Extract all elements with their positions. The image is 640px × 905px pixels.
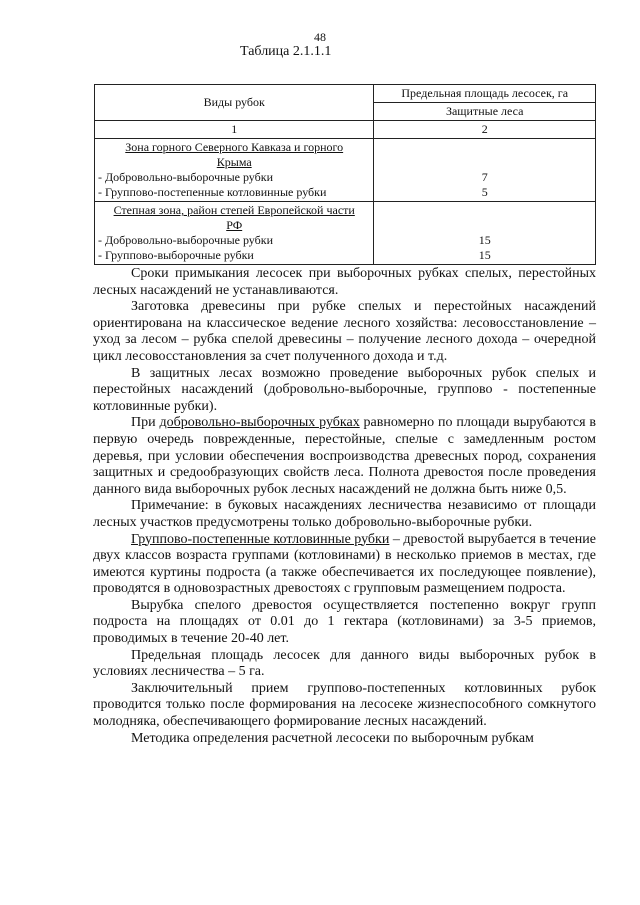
zone-title-line: Степная зона, район степей Европейской части xyxy=(113,203,355,217)
paragraph-text: – древостой вырубается в течение двух классов возраста группами (котловинами) в несколько приемов в местах, где имеются куртины подроста (а также обеспечивается их последующее появление), проводятся в одновозрастных древостоях с групповым размещением подроста. xyxy=(93,531,596,597)
table-row xyxy=(95,139,596,202)
paragraph xyxy=(93,415,596,498)
value-cell xyxy=(374,202,596,265)
page-number: 48 xyxy=(314,30,326,44)
cutting-type-label: - Добровольно-выборочные рубки xyxy=(98,233,274,247)
cutting-type-label: - Группово-постепенные котловинные рубки xyxy=(98,185,327,199)
paragraph: В защитных лесах возможно проведение выборочных рубок спелых и перестойных насаждений (добровольно-выборочные, группово - постепенные котловинные рубки). xyxy=(93,365,596,414)
zone-title-line: Зона горного Северного Кавказа и горного xyxy=(125,140,344,154)
zone-title xyxy=(98,140,370,170)
cutting-area-table xyxy=(94,84,596,265)
paragraph: Примечание: в буковых насаждениях лесничества независимо от площади лесных участков предусмотрены только добровольно-выборочные рубки. xyxy=(93,498,596,530)
value-cell xyxy=(374,139,596,202)
table-row xyxy=(95,202,596,265)
header-cutting-types: Виды рубок xyxy=(95,85,374,121)
zone-cell xyxy=(95,139,374,202)
term-selective-cutting: добровольно-выборочных рубках xyxy=(159,415,360,431)
area-value: 15 xyxy=(478,233,491,247)
numbering-col2: 2 xyxy=(374,121,596,139)
table-numbering-row xyxy=(95,121,596,139)
zone-title-line: РФ xyxy=(226,218,243,232)
term-group-cutting: Группово-постепенные котловинные рубки xyxy=(131,531,390,547)
area-value: 5 xyxy=(481,185,488,199)
cutting-type-label: - Группово-выборочные рубки xyxy=(98,248,254,262)
paragraph-text: равномерно по площади вырубаются в первую очередь поврежденные, перестойные, спелые с замедленным ростом деревья, при условии обеспечения воспроизводства древесных пород, сохранения защитных и средообразующих свойств леса. Полнота древостоя после проведения данного вида выборочных рубок лесных насаждений не должна быть ниже 0,5. xyxy=(93,415,596,497)
paragraph-text: При xyxy=(131,415,160,431)
zone-title xyxy=(98,203,370,233)
table-header-row xyxy=(95,85,596,103)
paragraph: Сроки примыкания лесосек при выборочных рубках спелых, перестойных лесных насаждений не устанавливаются. xyxy=(93,266,596,298)
numbering-col1: 1 xyxy=(95,121,374,139)
cutting-type-label: - Добровольно-выборочные рубки xyxy=(98,170,274,184)
table-caption: Таблица 2.1.1.1 xyxy=(240,44,332,59)
paragraph: Предельная площадь лесосек для данного виды выборочных рубок в условиях лесничества – 5 га. xyxy=(93,647,596,680)
zone-cell xyxy=(95,202,374,265)
body-text xyxy=(93,266,596,747)
area-value: 7 xyxy=(481,170,488,184)
paragraph: Заготовка древесины при рубке спелых и перестойных насаждений ориентирована на классическое ведение лесного хозяйства: лесовосстановление – уход за лесом – рубка спелой древесины – получение лесного дохода – очередной цикл лесовосстановления за счет полученного дохода и т.д. xyxy=(93,299,596,364)
header-max-area: Предельная площадь лесосек, га xyxy=(374,85,596,103)
header-protective-forests: Защитные леса xyxy=(374,103,596,121)
zone-title-line: Крыма xyxy=(216,155,252,169)
area-value: 15 xyxy=(478,248,491,262)
paragraph xyxy=(93,532,596,598)
paragraph: Вырубка спелого древостоя осуществляется постепенно вокруг групп подроста на площадях от 0.01 до 1 гектара (котловинами) за 3-5 приемов, проводимых в течение 20-40 лет. xyxy=(93,597,596,647)
paragraph: Заключительный прием группово-постепенных котловинных рубок проводится только после формирования на лесосеке жизнеспособного сомкнутого молодняка, обеспечивающего формирование лесных насаждений. xyxy=(93,680,596,730)
paragraph: Методика определения расчетной лесосеки по выборочным рубкам xyxy=(131,730,534,746)
